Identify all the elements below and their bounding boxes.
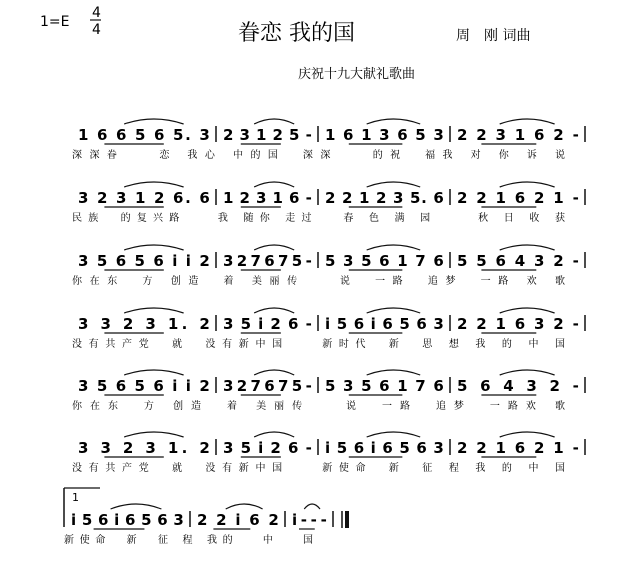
key-signature: 1=E (40, 14, 70, 30)
measure-notes: 2 2 1 6 2 1 - (457, 189, 579, 207)
tie-arc (500, 370, 555, 375)
lyrics-line: 没有共产党 就 没有新中国 新时代 新 思 想 我 的 中 国 (72, 339, 565, 350)
notation-row-1 (72, 119, 585, 161)
lyrics-line: 你在东 方 创造 着 美丽传 说 一路 追梦 一路 欢 歌 (72, 276, 566, 287)
credit-line: 周 刚 词曲 (456, 28, 531, 44)
measure-notes: 3 3 2 3 1. 2 (78, 315, 210, 333)
lyrics-line: 你在东 方 创造 着 美丽传 说 一路 追梦 一路欢 歌 (72, 401, 565, 412)
tie-arc (500, 308, 555, 313)
tie-arc (367, 182, 421, 187)
time-signature-top: 4 (92, 5, 101, 21)
ending-number: 1 (72, 491, 79, 504)
notation-systems (64, 119, 585, 546)
measure-notes: 5 3 5 6 1 7 6 (325, 377, 444, 395)
tie-arc (124, 245, 183, 250)
lyrics-line: 没有共产党 就 没有新中国 新使命 新 征 程 我 的 中 国 (72, 463, 565, 474)
tie-arc (367, 308, 421, 313)
lyrics-line: 深深眷 恋 我心 中的国 深深 的祝 福我 对 你 诉 说 (72, 150, 565, 161)
tie-arc (500, 432, 555, 437)
measure-notes: 1 2 3 1 6 - (223, 189, 312, 207)
tie-arc (254, 370, 294, 375)
time-signature-bottom: 4 (92, 22, 101, 38)
tie-arc (254, 182, 294, 187)
measure-notes: i 5 6 i 6 5 6 3 (325, 439, 444, 457)
measure-notes: 1 6 1 3 6 5 3 (325, 126, 444, 144)
tie-arc (124, 182, 183, 187)
tie-arc (226, 504, 263, 509)
measure-notes: 2 3 1 2 5 - (223, 126, 312, 144)
notation-row-4 (72, 308, 585, 350)
tie-arc (367, 432, 421, 437)
measure-notes: 3 5 6 5 6 i i 2 (78, 252, 210, 270)
notation-row-7 (64, 488, 347, 546)
measure-notes: 3 3 2 3 1. 2 (78, 439, 210, 457)
notation-row-5 (72, 370, 585, 412)
tie-arc (124, 432, 183, 437)
measure-notes: 2 2 3 1 6 2 - (457, 126, 579, 144)
measure-notes: i 5 6 i 6 5 6 3 (71, 511, 184, 529)
song-subtitle: 庆祝十九大献礼歌曲 (298, 67, 416, 82)
measure-notes: 3 2 3 1 2 6. 6 (78, 189, 210, 207)
lyrics-line: 新使命 新 征 程 我的 中 国 (64, 535, 313, 546)
notation-row-6 (72, 432, 585, 474)
tie-arc (124, 308, 183, 313)
tie-arc (500, 182, 555, 187)
tie-arc (254, 432, 294, 437)
measure-notes: 5 3 5 6 1 7 6 (325, 252, 444, 270)
measure-notes: 3 5 6 5 6 i i 2 (78, 377, 210, 395)
tie-arc (124, 119, 183, 124)
tie-arc (367, 245, 421, 250)
tie-arc (304, 504, 320, 509)
tie-arc (254, 119, 294, 124)
measure-notes: 3 5 i 2 6 - (223, 439, 312, 457)
measure-notes: 2 2 1 2 3 5. 6 (325, 189, 444, 207)
measure-notes: 3 5 i 2 6 - (223, 315, 312, 333)
song-title: 眷恋 我的国 (238, 21, 355, 46)
lyrics-line: 民族 的复兴路 我 随你 走过 春 色 满 园 秋 日 收 获 (72, 213, 566, 224)
measure-notes: 5 6 4 3 2 - (457, 377, 579, 395)
tie-arc (111, 504, 162, 509)
tie-arc (500, 245, 555, 250)
tie-arc (367, 119, 421, 124)
tie-arc (367, 370, 421, 375)
measure-notes: i - - - (292, 511, 327, 529)
tie-arc (254, 308, 294, 313)
measure-notes: 2 2 1 6 3 2 - (457, 315, 579, 333)
measure-notes: 5 5 6 4 3 2 - (457, 252, 579, 270)
measure-notes: 1 6 6 5 6 5. 3 (78, 126, 210, 144)
measure-notes: 2 2 1 6 2 1 - (457, 439, 579, 457)
tie-arc (500, 119, 555, 124)
notation-row-3 (72, 245, 585, 287)
measure-notes: 3 2 7 6 7 5 - (223, 252, 312, 270)
tie-arc (124, 370, 183, 375)
tie-arc (254, 245, 294, 250)
measure-notes: 3 2 7 6 7 5 - (223, 377, 312, 395)
notation-row-2 (72, 182, 585, 224)
measure-notes: i 5 6 i 6 5 6 3 (325, 315, 444, 333)
measure-notes: 2 2 i 6 2 (197, 511, 279, 529)
